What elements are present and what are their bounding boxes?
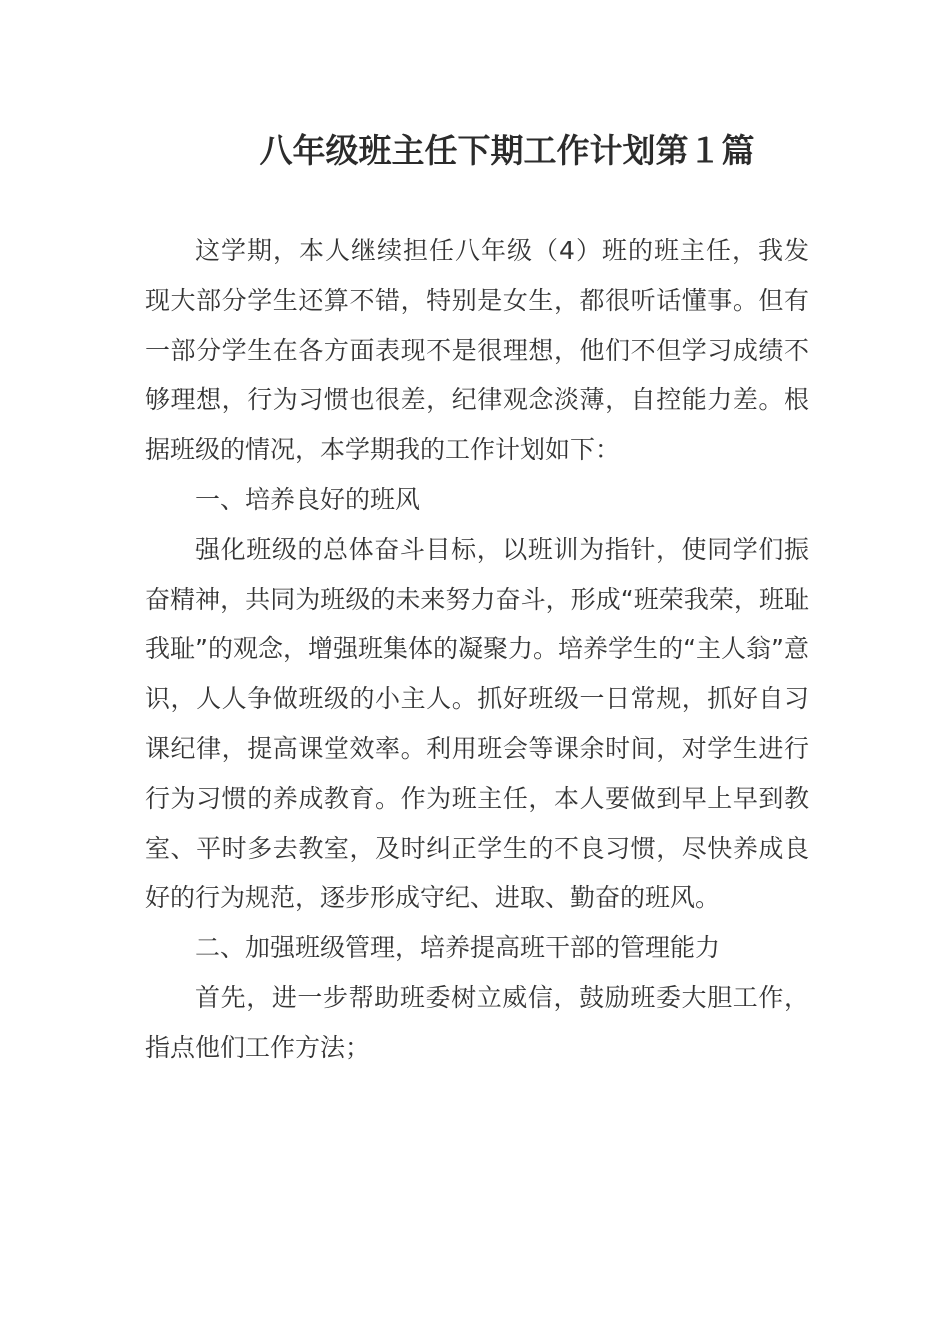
document-title: 八年级班主任下期工作计划第１篇	[259, 131, 755, 170]
paragraph-class-spirit: 强化班级的总体奋斗目标，以班训为指针，使同学们振奋精神，共同为班级的未来努力奋斗，形成“班荣我荣，班耻我耻”的观念，增强班集体的凝聚力。培养学生的“主人翁”意识，人人争做班级的小主人。抓好班级一日常规，抓好自习课纪律，提高课堂效率。利用班会等课余时间，对学生进行行为习惯的养成教育。作为班主任，本人要做到早上早到教室、平时多去教室，及时纠正学生的不良习惯，尽快养成良好的行为规范，逐步形成守纪、进取、勤奋的班风。	[145, 534, 809, 913]
document-body	[145, 226, 809, 1073]
paragraph-class-management: 首先，进一步帮助班委树立威信，鼓励班委大胆工作，指点他们工作方法；	[145, 982, 809, 1062]
section-heading-1: 一、培养良好的班风	[195, 484, 421, 514]
paragraph-intro: 这学期，本人继续担任八年级（4）班的班主任，我发现大部分学生还算不错，特别是女生，都很听话懂事。但有一部分学生在各方面表现不是很理想，他们不但学习成绩不够理想，行为习惯也很差，纪律观念淡薄，自控能力差。根据班级的情况，本学期我的工作计划如下：	[145, 236, 809, 465]
section-heading-2: 二、加强班级管理，培养提高班干部的管理能力	[195, 933, 721, 963]
